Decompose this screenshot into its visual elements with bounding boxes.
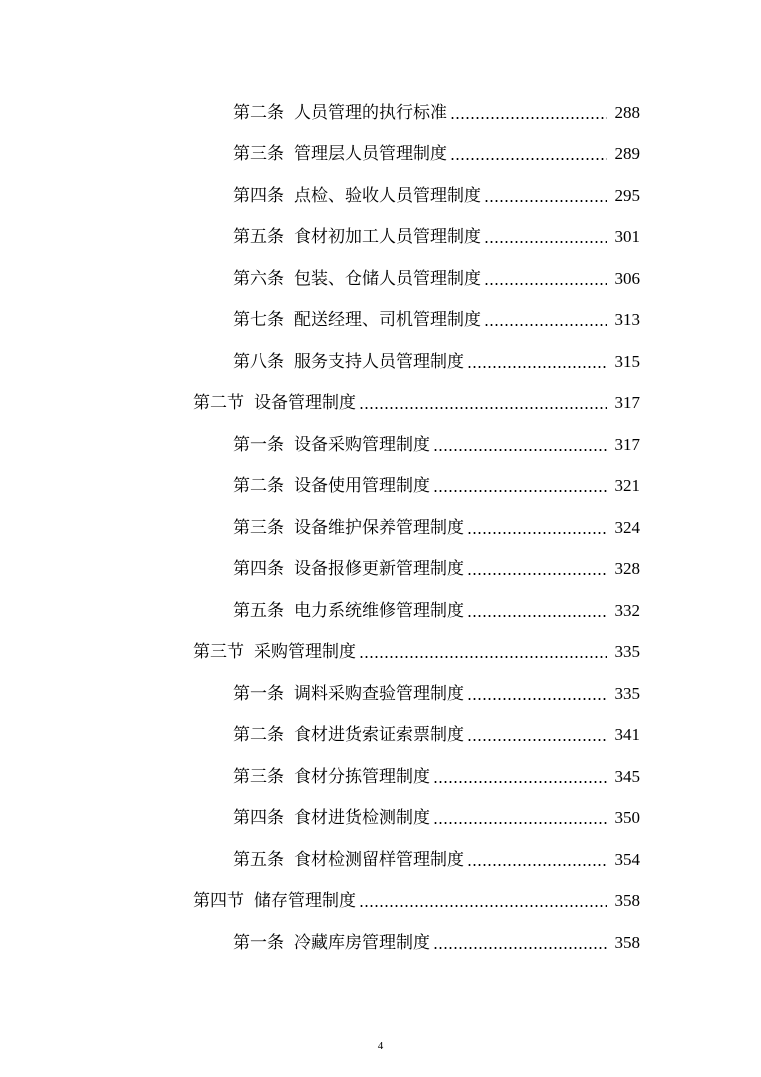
toc-entry-page: 358 — [614, 932, 640, 952]
toc-entry[interactable] — [0, 632, 761, 674]
toc-entry-number: 第六条 — [233, 268, 284, 289]
toc-entry[interactable] — [0, 175, 761, 217]
toc-entry-page: 289 — [614, 144, 640, 164]
toc-entry[interactable] — [0, 134, 761, 176]
toc-entry-title: 食材分拣管理制度 — [294, 766, 430, 787]
toc-entry-number: 第一条 — [233, 683, 284, 704]
dot-leader — [359, 656, 607, 658]
toc-entry-title: 管理层人员管理制度 — [294, 144, 447, 165]
toc-entry[interactable] — [0, 92, 761, 134]
toc-entry-number: 第三条 — [233, 766, 284, 787]
toc-entry[interactable] — [0, 507, 761, 549]
toc-entry-number: 第三条 — [233, 144, 284, 165]
toc-entry-page: 306 — [614, 268, 640, 288]
toc-entry-number: 第五条 — [233, 849, 284, 870]
toc-entry-title: 调料采购查验管理制度 — [294, 683, 464, 704]
toc-entry-number: 第八条 — [233, 351, 284, 372]
toc-entry-title: 食材初加工人员管理制度 — [294, 227, 481, 248]
toc-entry[interactable] — [0, 715, 761, 757]
toc-entry-page: 301 — [614, 227, 640, 247]
toc-entry-number: 第五条 — [233, 227, 284, 248]
toc-entry-title: 点检、验收人员管理制度 — [294, 185, 481, 206]
toc-entry[interactable] — [0, 341, 761, 383]
toc-entry-number: 第五条 — [233, 600, 284, 621]
toc-entry-page: 317 — [614, 434, 640, 454]
toc-entry-title: 冷藏库房管理制度 — [294, 932, 430, 953]
toc-entry-title: 设备报修更新管理制度 — [294, 559, 464, 580]
toc-entry-page: 341 — [614, 725, 640, 745]
toc-entry[interactable] — [0, 881, 761, 923]
dot-leader — [467, 532, 607, 534]
toc-entry-page: 350 — [614, 808, 640, 828]
toc-entry-title: 人员管理的执行标准 — [294, 102, 447, 123]
toc-entry[interactable] — [0, 383, 761, 425]
toc-entry-title: 食材进货检测制度 — [294, 808, 430, 829]
toc-entry-page: 358 — [614, 891, 640, 911]
dot-leader — [467, 366, 607, 368]
toc-entry-page: 328 — [614, 559, 640, 579]
dot-leader — [484, 241, 607, 243]
toc-entry[interactable] — [0, 258, 761, 300]
dot-leader — [484, 283, 607, 285]
toc-entry-number: 第一条 — [233, 434, 284, 455]
toc-entry-title: 服务支持人员管理制度 — [294, 351, 464, 372]
page-number: 4 — [377, 1040, 384, 1052]
toc-entry-title: 设备维护保养管理制度 — [294, 517, 464, 538]
toc-entry-title: 配送经理、司机管理制度 — [294, 310, 481, 331]
toc-entry-page: 354 — [614, 849, 640, 869]
dot-leader — [433, 781, 607, 783]
dot-leader — [467, 573, 607, 575]
toc-entry[interactable] — [0, 466, 761, 508]
toc-entry-title: 设备使用管理制度 — [294, 476, 430, 497]
toc-entry-number: 第二条 — [233, 725, 284, 746]
toc-entry-page: 313 — [614, 310, 640, 330]
table-of-contents — [0, 92, 761, 964]
toc-entry-page: 335 — [614, 683, 640, 703]
dot-leader — [467, 698, 607, 700]
toc-entry[interactable] — [0, 673, 761, 715]
toc-entry[interactable] — [0, 798, 761, 840]
dot-leader — [467, 739, 607, 741]
dot-leader — [450, 117, 607, 119]
dot-leader — [433, 449, 607, 451]
toc-entry-number: 第四节 — [193, 891, 244, 912]
toc-entry[interactable] — [0, 300, 761, 342]
toc-entry-title: 食材进货索证索票制度 — [294, 725, 464, 746]
toc-entry-title: 储存管理制度 — [254, 891, 356, 912]
toc-entry-title: 设备管理制度 — [254, 393, 356, 414]
toc-entry[interactable] — [0, 922, 761, 964]
toc-entry-page: 321 — [614, 476, 640, 496]
dot-leader — [359, 407, 607, 409]
toc-entry-page: 345 — [614, 766, 640, 786]
dot-leader — [467, 615, 607, 617]
toc-entry-title: 电力系统维修管理制度 — [294, 600, 464, 621]
toc-entry[interactable] — [0, 839, 761, 881]
toc-entry-page: 335 — [614, 642, 640, 662]
toc-entry-page: 317 — [614, 393, 640, 413]
dot-leader — [359, 905, 607, 907]
toc-entry-page: 288 — [614, 102, 640, 122]
toc-entry-title: 采购管理制度 — [254, 642, 356, 663]
dot-leader — [433, 822, 607, 824]
dot-leader — [484, 324, 607, 326]
toc-entry-number: 第四条 — [233, 185, 284, 206]
toc-entry-number: 第三条 — [233, 517, 284, 538]
dot-leader — [433, 490, 607, 492]
dot-leader — [433, 947, 607, 949]
toc-entry-number: 第二条 — [233, 476, 284, 497]
toc-entry-number: 第七条 — [233, 310, 284, 331]
toc-entry-number: 第四条 — [233, 559, 284, 580]
toc-entry-page: 295 — [614, 185, 640, 205]
toc-entry-page: 324 — [614, 517, 640, 537]
toc-entry-page: 332 — [614, 600, 640, 620]
toc-entry[interactable] — [0, 424, 761, 466]
toc-entry-number: 第一条 — [233, 932, 284, 953]
toc-entry-number: 第二条 — [233, 102, 284, 123]
dot-leader — [484, 200, 607, 202]
toc-entry-title: 包装、仓储人员管理制度 — [294, 268, 481, 289]
toc-entry[interactable] — [0, 590, 761, 632]
dot-leader — [467, 864, 607, 866]
toc-entry-number: 第三节 — [193, 642, 244, 663]
toc-entry-title: 食材检测留样管理制度 — [294, 849, 464, 870]
toc-entry-number: 第二节 — [193, 393, 244, 414]
toc-entry-page: 315 — [614, 351, 640, 371]
toc-entry-title: 设备采购管理制度 — [294, 434, 430, 455]
dot-leader — [450, 158, 607, 160]
toc-entry[interactable] — [0, 549, 761, 591]
toc-entry[interactable] — [0, 756, 761, 798]
toc-entry[interactable] — [0, 217, 761, 259]
toc-entry-number: 第四条 — [233, 808, 284, 829]
